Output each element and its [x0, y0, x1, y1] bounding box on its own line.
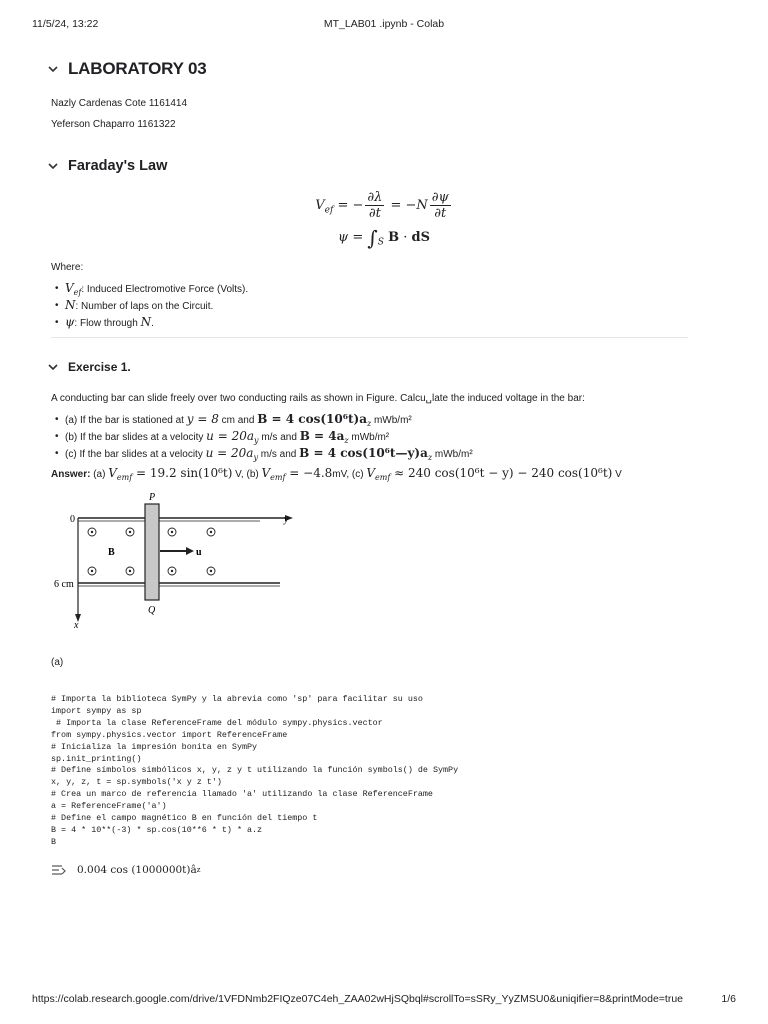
code-line: B = 4 * 10**(-3) * sp.cos(10**6 * t) * a.z — [51, 824, 263, 835]
section-laboratory[interactable] — [46, 59, 206, 79]
rails-bar-figure — [50, 490, 300, 630]
output-toggle-icon[interactable] — [51, 864, 67, 876]
label-6cm: 6 cm — [54, 579, 74, 590]
answer-line: Answer: (a) $V_{emf} = 19.2$ sin(10⁶t) V, (b) $V_{emf} = -4.8mV$, (c) $V_{emf} \approx 240$ cos(10⁶t − y) − 240 cos(10⁶t) V — [51, 466, 622, 482]
exercise-intro: A conducting bar can slide freely over two conducting rails as shown in Figure. Calcu␣late the induced voltage in the bar: — [51, 393, 585, 404]
page-number: 1/6 — [721, 993, 736, 1005]
part-label: (a) — [51, 657, 64, 668]
code-line: from sympy.physics.vector import ReferenceFrame — [51, 729, 288, 740]
output-value: 0.004 cos (1000000t)â — [77, 864, 197, 876]
page-title: LABORATORY 03 — [68, 59, 207, 78]
code-line: # Importa la clase ReferenceFrame del módulo sympy.physics.vector — [51, 717, 383, 728]
code-line: # Inicializa la impresión bonita en SymPy — [51, 741, 258, 752]
label-u: u — [196, 547, 202, 558]
author-2: Yeferson Chaparro 1161322 — [51, 119, 176, 130]
list-item: • N: Number of laps on the Circuit. — [51, 297, 248, 314]
section-title: Exercise 1. — [68, 360, 131, 374]
label-y: y — [284, 514, 289, 525]
print-datetime: 11/5/24, 13:22 — [32, 18, 99, 30]
code-line: # Define símbolos simbólicos x, y, z y t utilizando la función symbols() de SymPy — [51, 765, 459, 776]
output-subscript: z — [196, 866, 201, 874]
section-title: Faraday's Law — [68, 158, 168, 174]
code-cell[interactable] — [51, 694, 458, 849]
code-line: # Define el campo magnético B en función del tiempo t — [51, 813, 318, 824]
code-line: B — [51, 836, 57, 847]
velocity-arrow-head — [186, 547, 194, 555]
code-line: a = ReferenceFrame('a') — [51, 801, 167, 812]
chevron-down-icon[interactable] — [46, 159, 60, 173]
code-line: x, y, z, t = sp.symbols('x y z t') — [51, 777, 222, 788]
list-item: • $V_{ef}$: Induced Electromotive Force (Volts). — [51, 280, 248, 297]
list-item: • (a) If the bar is stationed at y = 8 cm and B = 4 $\cos(10^6t)a_z$ mWb/m² — [51, 411, 473, 428]
cell-divider — [51, 337, 688, 338]
list-item: • ψ: Flow through N. — [51, 314, 248, 331]
author-1: Nazly Cardenas Cote 1161414 — [51, 98, 188, 109]
label-x: x — [74, 620, 79, 630]
conducting-bar — [145, 504, 159, 600]
code-line: sp.init_printing() — [51, 753, 142, 764]
label-0: 0 — [70, 514, 75, 525]
section-exercise-1[interactable] — [46, 360, 131, 374]
code-line: # Crea un marco de referencia llamado 'a' utilizando la clase ReferenceFrame — [51, 789, 433, 800]
document-title: MT_LAB01 .ipynb - Colab — [323, 18, 445, 30]
flux-equation: $\psi = \int_S$ B · dS — [338, 226, 430, 250]
section-faraday[interactable] — [46, 158, 167, 174]
where-label: Where: — [51, 262, 84, 273]
code-line: # Importa la biblioteca SymPy y la abrevia como 'sp' para facilitar su uso — [51, 694, 423, 704]
exercise-items — [51, 411, 473, 462]
definitions-list — [51, 280, 248, 331]
list-item: • (b) If the bar slides at a velocity $u = 20a_y$ m/s and $B = 4a_z$ mWb/m² — [51, 428, 473, 445]
faraday-equation: $V_{ef}$ = − $\frac{\partial\lambda}{\partial t}$ = −N $\frac{\partial\psi}{\partial t}$ — [315, 190, 449, 221]
label-q: Q — [148, 605, 156, 616]
page-url: https://colab.research.google.com/drive/1VFDNmb2FIQze07C4eh_ZAA02wHjSQbql#scrollTo=sSRy_YyZMSU0&uniqifier=8&printMode=true — [32, 993, 684, 1005]
chevron-down-icon[interactable] — [46, 360, 60, 374]
list-item: • (c) If the bar slides at a velocity $u = 20a_y$ m/s and B = 4 $\cos(10^6t—y)a_z$ mWb/m² — [51, 445, 473, 462]
chevron-down-icon[interactable] — [46, 62, 60, 76]
cell-output — [51, 864, 200, 876]
code-line: import sympy as sp — [51, 705, 142, 716]
label-b: B — [108, 547, 115, 558]
label-p: P — [149, 492, 156, 503]
print-header — [32, 18, 736, 32]
